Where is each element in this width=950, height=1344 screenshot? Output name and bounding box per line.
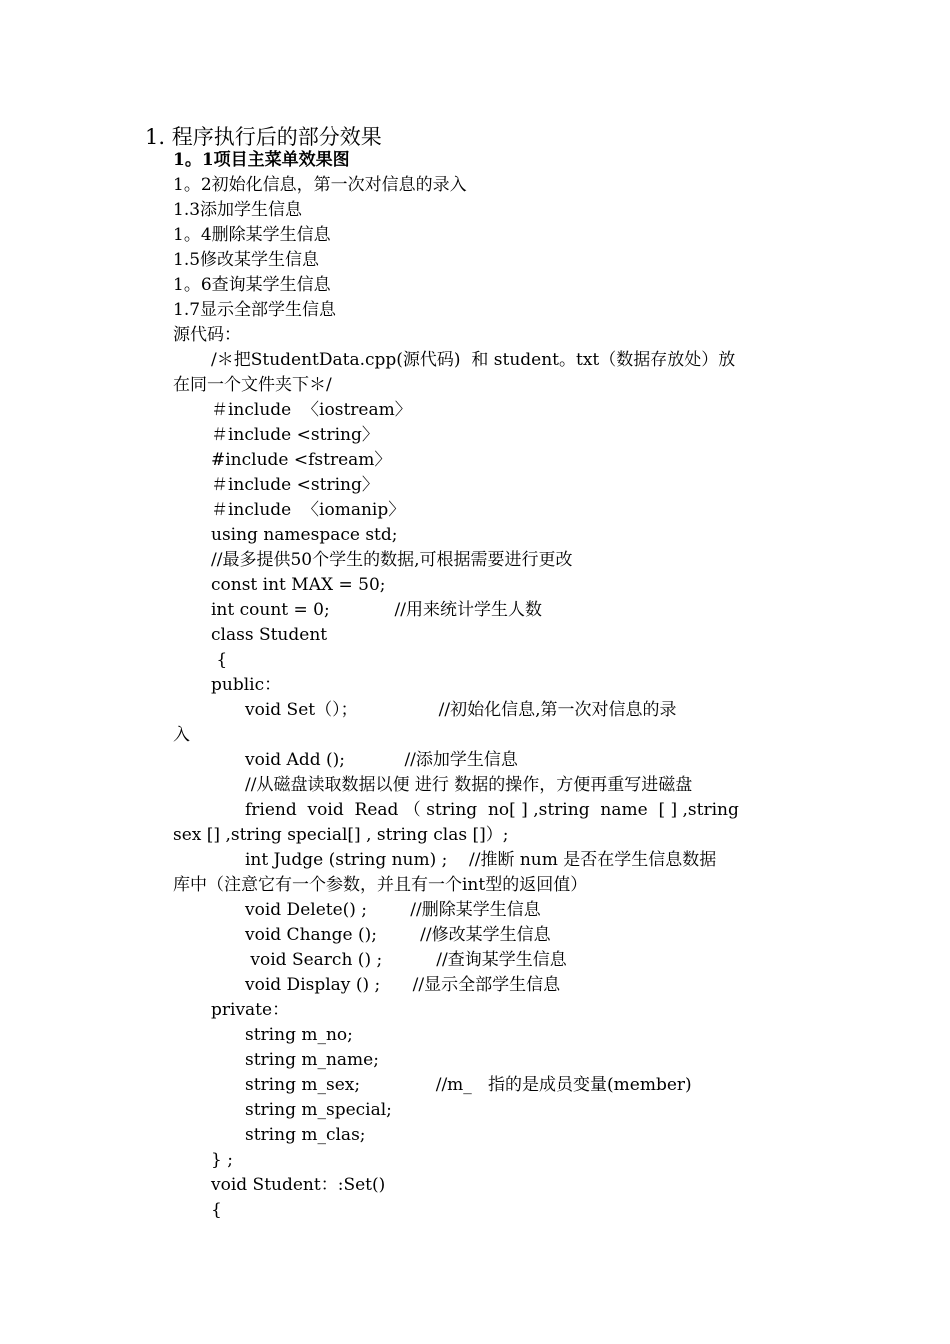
code-line: 入 [173, 725, 190, 745]
toc-item-1-4: 1。4删除某学生信息 [173, 225, 331, 245]
code-line: friend void Read （ string no[ ] ,string name [ ] ,string [245, 800, 739, 820]
code-line: void Search () ; //查询某学生信息 [245, 950, 567, 970]
code-line: ＃include <string〉 [211, 475, 379, 495]
code-line: sex [] ,string special[] , string clas []）; [173, 825, 509, 845]
code-line: /＊把StudentData.cpp(源代码) 和 student。txt（数据存放处）放 [211, 350, 736, 370]
toc-item-1-6: 1。6查询某学生信息 [173, 275, 331, 295]
code-line: void Delete() ; //删除某学生信息 [245, 900, 541, 920]
toc-item-1-1: 1。1项目主菜单效果图 [173, 150, 350, 170]
toc-item-1-5: 1.5修改某学生信息 [173, 250, 320, 270]
toc-item-1-2: 1。2初始化信息，第一次对信息的录入 [173, 175, 467, 195]
code-line: private： [211, 1000, 290, 1020]
code-line: int Judge (string num) ; //推断 num 是否在学生信息数据 [245, 850, 717, 870]
code-line: 库中（注意它有一个参数，并且有一个int型的返回值） [173, 875, 588, 895]
toc-item-1-3: 1.3添加学生信息 [173, 200, 303, 220]
code-line: #include <fstream〉 [211, 450, 392, 470]
code-line: using namespace std; [211, 525, 398, 545]
code-line: void Display () ; //显示全部学生信息 [245, 975, 561, 995]
code-line: string m_clas; [245, 1125, 366, 1145]
code-line: class Student [211, 625, 328, 645]
code-line: { [211, 650, 228, 670]
toc-item-1-7: 1.7显示全部学生信息 [173, 300, 337, 320]
source-code-label: 源代码： [173, 325, 241, 345]
code-line: void Set（）； //初始化信息,第一次对信息的录 [245, 700, 677, 720]
code-line: ＃include 〈iostream〉 [211, 400, 412, 420]
code-comment: //从磁盘读取数据以便 进行 数据的操作，方便再重写进磁盘 [245, 775, 693, 795]
code-line: string m_no; [245, 1025, 353, 1045]
code-line: ＃include 〈iomanip〉 [211, 500, 406, 520]
code-line: void Student：:Set() [211, 1175, 386, 1195]
code-line: int count = 0; //用来统计学生人数 [211, 600, 543, 620]
code-line: void Change (); //修改某学生信息 [245, 925, 551, 945]
code-line: string m_sex; //m_ 指的是成员变量(member) [245, 1075, 692, 1095]
code-line: void Add (); //添加学生信息 [245, 750, 518, 770]
code-line: public： [211, 675, 282, 695]
code-comment: //最多提供50个学生的数据,可根据需要进行更改 [211, 550, 573, 570]
code-line: } ; [211, 1150, 233, 1170]
section-heading: 1. 程序执行后的部分效果 [145, 125, 382, 149]
code-line: string m_special; [245, 1100, 392, 1120]
code-line: const int MAX = 50; [211, 575, 386, 595]
code-line: ＃include <string〉 [211, 425, 379, 445]
code-line: string m_name; [245, 1050, 379, 1070]
code-line: { [211, 1200, 222, 1220]
code-line: 在同一个文件夹下＊/ [173, 375, 332, 395]
